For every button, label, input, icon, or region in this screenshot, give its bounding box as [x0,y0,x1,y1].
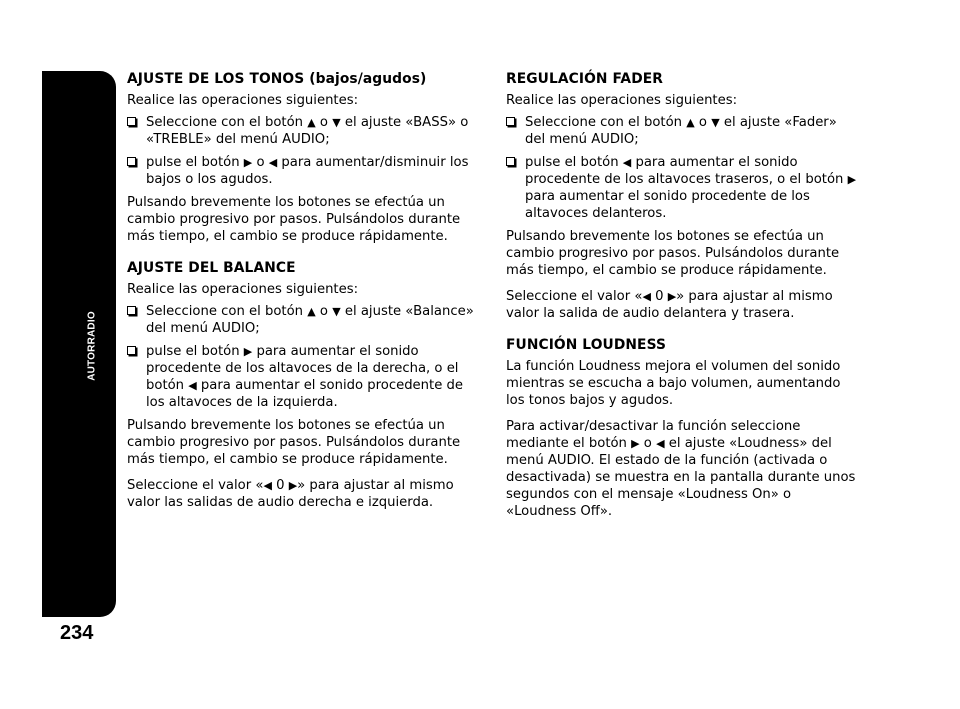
checkbox-bullet-icon [506,117,515,126]
checkbox-bullet-icon [127,157,136,166]
fader-step-2: pulse el botón ◀ para aumentar el sonido procedente de los altavoces traseros, o el botón ▶ para aumentar el sonido procedente de los altavoces delanteros. [506,154,858,222]
left-arrow-icon: ◀ [263,479,272,492]
tones-title-suffix: (bajos/agudos) [309,71,427,87]
tones-heading [127,70,479,88]
fader-note: Pulsando brevemente los botones se efectúa un cambio progresivo por pasos. Pulsándolos durante más tiempo, el cambio se produce rápidamente. [506,229,840,278]
right-arrow-icon: ▶ [288,479,298,492]
down-arrow-icon: ▼ [332,305,341,318]
section-tab [42,71,116,617]
balance-intro: Realice las operaciones siguientes: [127,282,359,297]
tones-title: AJUSTE DE LOS TONOS [127,71,305,87]
loudness-heading: FUNCIÓN LOUDNESS [506,337,667,353]
fader-intro: Realice las operaciones siguientes: [506,93,738,108]
page-number: 234 [60,622,94,644]
down-arrow-icon: ▼ [711,116,720,129]
tones-intro: Realice las operaciones siguientes: [127,93,359,108]
balance-zero: Seleccione el valor «◀ 0 ▶» para ajustar al mismo valor las salidas de audio derecha e izquierda. [127,478,454,510]
loudness-activation: Para activar/desactivar la función seleccione mediante el botón ▶ o ◀ el ajuste «Loudness» del menú AUDIO. El estado de la función (activada o desactivada) se muestra en la pantalla durante unos segundos con el mensaje «Loudness On» o «Loudness Off». [506,419,856,519]
left-arrow-icon: ◀ [188,379,197,392]
balance-heading: AJUSTE DEL BALANCE [127,260,296,276]
balance-step-1: Seleccione con el botón ▲ o ▼ el ajuste «Balance» del menú AUDIO; [127,303,479,337]
checkbox-bullet-icon [506,157,515,166]
right-column [506,70,858,529]
tones-step-2: pulse el botón ▶ o ◀ para aumentar/disminuir los bajos o los agudos. [127,154,479,188]
left-arrow-icon: ◀ [656,437,665,450]
tones-note: Pulsando brevemente los botones se efectúa un cambio progresivo por pasos. Pulsándolos durante más tiempo, el cambio se produce rápidamente. [127,195,461,244]
left-column [127,70,479,520]
balance-step-2: pulse el botón ▶ para aumentar el sonido procedente de los altavoces de la derecha, o el botón ◀ para aumentar el sonido procedente de los altavoces de la izquierda. [127,343,479,411]
left-arrow-icon: ◀ [268,156,278,169]
checkbox-bullet-icon [127,306,136,315]
right-arrow-icon: ▶ [243,345,253,358]
right-arrow-icon: ▶ [631,437,640,450]
down-arrow-icon: ▼ [332,116,341,129]
right-arrow-icon: ▶ [667,290,677,303]
left-arrow-icon: ◀ [622,156,632,169]
balance-note: Pulsando brevemente los botones se efectúa un cambio progresivo por pasos. Pulsándolos durante más tiempo, el cambio se produce rápidamente. [127,418,461,467]
checkbox-bullet-icon [127,346,136,355]
up-arrow-icon: ▲ [307,116,316,129]
tones-step-1: Seleccione con el botón ▲ o ▼ el ajuste «BASS» o «TREBLE» del menú AUDIO; [127,114,479,148]
fader-zero: Seleccione el valor «◀ 0 ▶» para ajustar al mismo valor la salida de audio delantera y trasera. [506,289,833,321]
section-label: AUTORRADIO [86,311,98,381]
fader-heading: REGULACIÓN FADER [506,71,664,87]
up-arrow-icon: ▲ [307,305,316,318]
fader-step-1: Seleccione con el botón ▲ o ▼ el ajuste «Fader» del menú AUDIO; [506,114,858,148]
right-arrow-icon: ▶ [243,156,253,169]
right-arrow-icon: ▶ [847,173,857,186]
up-arrow-icon: ▲ [686,116,695,129]
loudness-description: La función Loudness mejora el volumen del sonido mientras se escucha a bajo volumen, aumentando los tonos bajos y agudos. [506,359,841,408]
checkbox-bullet-icon [127,117,136,126]
left-arrow-icon: ◀ [642,290,651,303]
